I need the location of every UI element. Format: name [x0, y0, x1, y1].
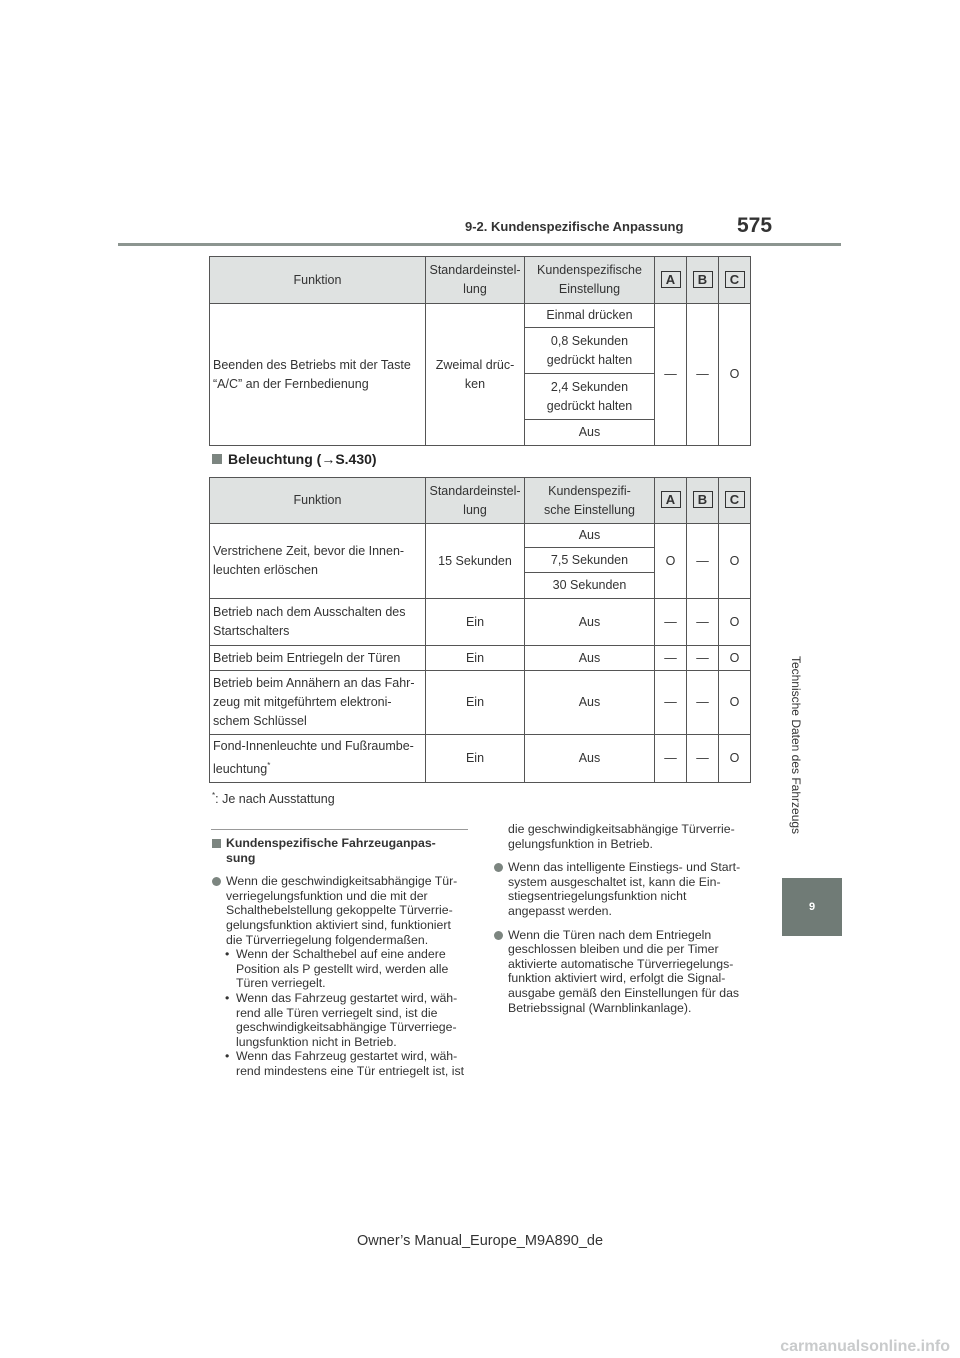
mark-c: O — [719, 524, 751, 599]
mark-c: O — [719, 735, 751, 783]
mark-b: — — [687, 599, 719, 646]
header-custom: Kundenspezifi- sche Einstellung — [525, 478, 655, 524]
mark-a: — — [655, 599, 687, 646]
function-cell: Betrieb nach dem Ausschalten des Startschalters — [210, 599, 426, 646]
mark-c: O — [719, 646, 751, 671]
option-cell: Einmal drücken — [525, 304, 655, 328]
option-cell: 7,5 Sekunden — [525, 548, 655, 573]
option-cell: Aus — [525, 524, 655, 548]
table-row — [210, 646, 751, 671]
function-cell: Verstrichene Zeit, bevor die Innen- leuchten erlöschen — [210, 524, 426, 599]
standard-cell: Ein — [426, 735, 525, 783]
header-standard: Standardeinstel- lung — [426, 478, 525, 524]
page-number: 575 — [737, 214, 773, 237]
header-b: B — [687, 257, 719, 304]
list-item: • Wenn das Fahrzeug gestartet wird, wäh- rend alle Türen verriegelt sind, ist die geschwindigkeitsabhängige Türverriege- lungsfunktion nicht in Betrieb. — [212, 991, 474, 1049]
table-row — [210, 599, 751, 646]
function-cell: Fond-Innenleuchte und Fußraumbe- leuchtung* — [210, 735, 426, 783]
list-item: Wenn die geschwindigkeitsabhängige Tür- verriegelungsfunktion und die mit der Schalthebelstellung gekoppelte Türverrie- gelungsfunktion aktiviert sind, funktioniert die Türverriegelung folgendermaßen. — [212, 874, 474, 947]
header-rule — [118, 243, 841, 246]
notes-divider — [211, 829, 468, 830]
mark-c: O — [719, 671, 751, 735]
mark-a: — — [655, 735, 687, 783]
list-item: Wenn die Türen nach dem Entriegeln geschlossen bleiben und die per Timer aktivierte automatische Türverriegelungs- funktion aktiviert wird, erfolgt die Signal- ausgabe gemäß den Einstellungen für das Betriebssignal (Warnblinkanlage). — [494, 928, 764, 1016]
option-cell: Aus — [525, 599, 655, 646]
settings-table-ac — [209, 256, 751, 446]
header-b: B — [687, 478, 719, 524]
table-row — [210, 671, 751, 735]
notes-right-column — [494, 822, 764, 1015]
square-bullet-icon — [212, 454, 222, 464]
function-cell: Betrieb beim Entriegeln der Türen — [210, 646, 426, 671]
mark-c: O — [719, 599, 751, 646]
option-cell: 30 Sekunden — [525, 573, 655, 599]
mark-c: O — [719, 304, 751, 446]
mark-a: — — [655, 646, 687, 671]
watermark: carmanualsonline.info — [780, 1338, 950, 1355]
table-header-row — [210, 478, 751, 524]
mark-a: — — [655, 671, 687, 735]
mark-b: — — [687, 524, 719, 599]
chapter-tab[interactable]: 9 — [782, 878, 842, 936]
header-c: C — [719, 257, 751, 304]
option-cell: Aus — [525, 646, 655, 671]
settings-table-lighting — [209, 477, 751, 783]
notes-heading: Kundenspezifische Fahrzeuganpas- sung — [212, 836, 474, 865]
function-cell: Betrieb beim Annähern an das Fahr- zeug mit mitgeführtem elektroni- schem Schlüssel — [210, 671, 426, 735]
section-heading: Beleuchtung (→S.430) — [212, 451, 377, 467]
standard-cell: 15 Sekunden — [426, 524, 525, 599]
header-funktion: Funktion — [210, 478, 426, 524]
list-item-continuation: die geschwindigkeitsabhängige Türverrie- gelungsfunktion in Betrieb. — [508, 822, 735, 851]
function-cell: Beenden des Betriebs mit der Taste “A/C” an der Fernbedienung — [210, 304, 426, 446]
list-item: • Wenn das Fahrzeug gestartet wird, wäh- rend mindestens eine Tür entriegelt ist, ist — [212, 1049, 474, 1078]
mark-a: — — [655, 304, 687, 446]
mark-b: — — [687, 735, 719, 783]
table-header-row — [210, 257, 751, 304]
option-cell: Aus — [525, 420, 655, 446]
side-tab-label: Technische Daten des Fahrzeugs — [789, 655, 803, 835]
notes-left-column — [212, 836, 474, 1079]
header-a: A — [655, 478, 687, 524]
standard-cell: Zweimal drüc- ken — [426, 304, 525, 446]
header-custom: Kundenspezifische Einstellung — [525, 257, 655, 304]
footnote: *: Je nach Ausstattung — [212, 791, 335, 807]
mark-a: O — [655, 524, 687, 599]
option-cell: Aus — [525, 671, 655, 735]
header-funktion: Funktion — [210, 257, 426, 304]
list-item: Wenn das intelligente Einstiegs- und Start- system ausgeschaltet ist, kann die Ein- stiegsentriegelungsfunktion nicht angepasst werden. — [494, 860, 764, 918]
standard-cell: Ein — [426, 599, 525, 646]
list-item: • Wenn der Schalthebel auf eine andere Position als P gestellt wird, werden alle Türen verriegelt. — [212, 947, 474, 991]
mark-b: — — [687, 304, 719, 446]
option-cell: 2,4 Sekunden gedrückt halten — [525, 374, 655, 420]
option-cell: 0,8 Sekunden gedrückt halten — [525, 328, 655, 374]
mark-b: — — [687, 646, 719, 671]
section-title: 9-2. Kundenspezifische Anpassung — [465, 219, 684, 234]
mark-b: — — [687, 671, 719, 735]
table-row — [210, 524, 751, 548]
table-row — [210, 304, 751, 328]
header-c: C — [719, 478, 751, 524]
standard-cell: Ein — [426, 671, 525, 735]
option-cell: Aus — [525, 735, 655, 783]
table-row — [210, 735, 751, 783]
footer-manual-id: Owner’s Manual_Europe_M9A890_de — [356, 1233, 604, 1249]
standard-cell: Ein — [426, 646, 525, 671]
header-standard: Standardeinstel- lung — [426, 257, 525, 304]
header-a: A — [655, 257, 687, 304]
